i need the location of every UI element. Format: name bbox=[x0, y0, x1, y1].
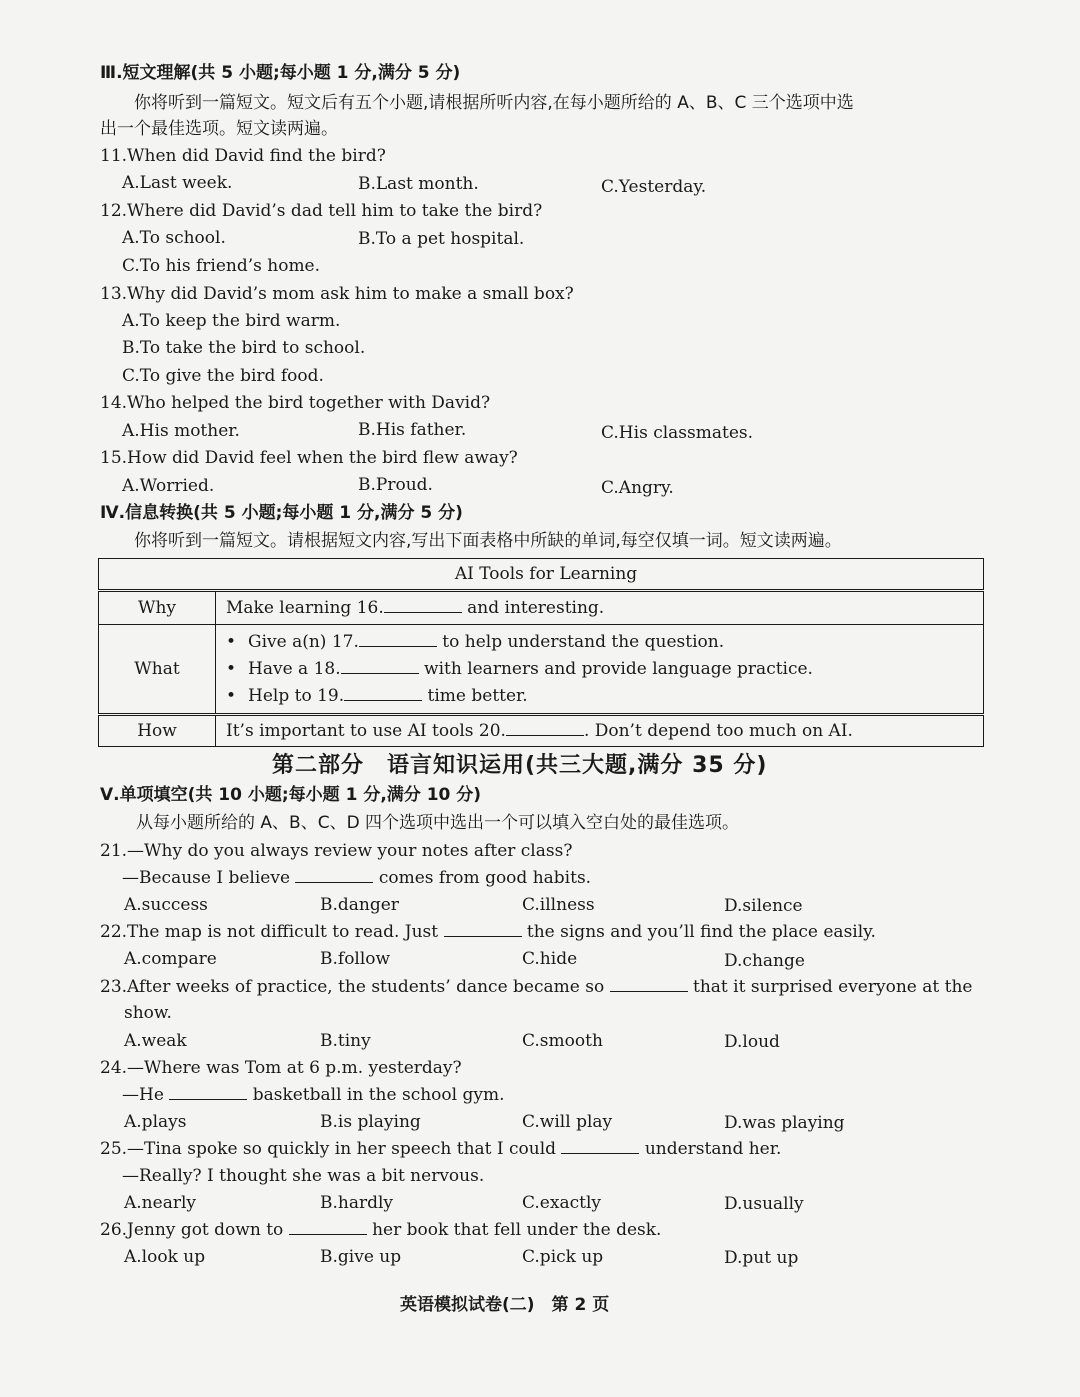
option-23d: D.loud bbox=[724, 1032, 780, 1052]
what-bullet-2 bbox=[226, 656, 983, 683]
part-2-title: 第二部分 语言知识运用(共三大题,满分 35 分) bbox=[272, 753, 768, 778]
option-12a: A.To school. bbox=[122, 228, 226, 248]
ai-tools-table bbox=[98, 558, 984, 747]
q24-text-before-blank: —He bbox=[122, 1085, 164, 1105]
question-13: 13.Why did David’s mom ask him to make a small box? bbox=[100, 284, 574, 304]
answer-blank-25[interactable] bbox=[561, 1139, 639, 1154]
q22-text-before-blank: 22.The map is not difficult to read. Just bbox=[100, 922, 439, 942]
option-15b: B.Proud. bbox=[358, 475, 433, 495]
why-text-before-blank: Make learning 16. bbox=[226, 598, 384, 618]
section-4-title: Ⅳ.信息转换(共 5 小题;每小题 1 分,满分 5 分) bbox=[100, 503, 463, 523]
option-23b: B.tiny bbox=[320, 1031, 371, 1051]
table-header-row bbox=[99, 559, 984, 591]
option-11a: A.Last week. bbox=[122, 173, 233, 193]
option-22d: D.change bbox=[724, 951, 805, 971]
section-5-title: Ⅴ.单项填空(共 10 小题;每小题 1 分,满分 10 分) bbox=[100, 785, 482, 805]
option-23c: C.smooth bbox=[522, 1031, 603, 1051]
answer-blank-26[interactable] bbox=[289, 1220, 367, 1235]
option-12c: C.To his friend’s home. bbox=[122, 256, 321, 276]
question-15: 15.How did David feel when the bird flew away? bbox=[100, 448, 518, 468]
q25-text-before-blank: 25.—Tina spoke so quickly in her speech that I could bbox=[100, 1139, 557, 1159]
how-text-after-blank: . Don’t depend too much on AI. bbox=[583, 721, 853, 741]
option-26d: D.put up bbox=[724, 1248, 799, 1268]
option-14c: C.His classmates. bbox=[601, 423, 754, 443]
option-24d: D.was playing bbox=[724, 1113, 845, 1133]
q23-text-before-blank: 23.After weeks of practice, the students’ dance became so bbox=[100, 977, 605, 997]
row-label-why: Why bbox=[99, 591, 216, 625]
question-24-response bbox=[122, 1084, 504, 1106]
option-23a: A.weak bbox=[124, 1031, 187, 1051]
q25-text-after-blank: understand her. bbox=[644, 1139, 782, 1159]
bullet-dot: • bbox=[226, 631, 237, 652]
question-11: 11.When did David find the bird? bbox=[100, 146, 386, 166]
table-row-why bbox=[99, 591, 984, 625]
question-21-response bbox=[122, 867, 591, 889]
option-13a: A.To keep the bird warm. bbox=[122, 311, 341, 331]
row-content-how bbox=[216, 715, 984, 747]
what-2-text-after-blank: with learners and provide language practice. bbox=[424, 658, 813, 679]
option-13c: C.To give the bird food. bbox=[122, 366, 324, 386]
option-22a: A.compare bbox=[124, 949, 217, 969]
answer-blank-17[interactable] bbox=[359, 632, 437, 647]
section-3-title: Ⅲ.短文理解(共 5 小题;每小题 1 分,满分 5 分) bbox=[100, 63, 461, 83]
page-footer: 英语模拟试卷(二) 第 2 页 bbox=[400, 1295, 610, 1315]
what-1-text-after-blank: to help understand the question. bbox=[442, 631, 725, 652]
option-24c: C.will play bbox=[522, 1112, 613, 1132]
question-21: 21.—Why do you always review your notes after class? bbox=[100, 841, 573, 861]
what-3-text-after-blank: time better. bbox=[427, 685, 528, 706]
option-21d: D.silence bbox=[724, 896, 803, 916]
what-bullet-3 bbox=[226, 683, 983, 710]
option-25b: B.hardly bbox=[320, 1193, 394, 1213]
row-content-why bbox=[216, 591, 984, 625]
option-21b: B.danger bbox=[320, 895, 399, 915]
answer-blank-24[interactable] bbox=[169, 1085, 247, 1100]
question-23 bbox=[100, 976, 972, 998]
q26-text-after-blank: her book that fell under the desk. bbox=[372, 1220, 662, 1240]
what-2-text-before-blank: Have a 18. bbox=[248, 658, 341, 679]
section-3-instructions-line1: 你将听到一篇短文。短文后有五个小题,请根据所听内容,在每小题所给的 A、B、C 三个选项中选 bbox=[134, 93, 854, 113]
section-4-instructions: 你将听到一篇短文。请根据短文内容,写出下面表格中所缺的单词,每空仅填一词。短文读两遍。 bbox=[134, 531, 842, 551]
answer-blank-18[interactable] bbox=[341, 659, 419, 674]
option-21a: A.success bbox=[124, 895, 208, 915]
option-11b: B.Last month. bbox=[358, 174, 479, 194]
question-26 bbox=[100, 1219, 661, 1241]
table-row-how bbox=[99, 715, 984, 747]
option-26c: C.pick up bbox=[522, 1247, 604, 1267]
option-25d: D.usually bbox=[724, 1194, 804, 1214]
answer-blank-21[interactable] bbox=[295, 868, 373, 883]
question-25 bbox=[100, 1138, 781, 1160]
option-12b: B.To a pet hospital. bbox=[358, 229, 525, 249]
answer-blank-22[interactable] bbox=[444, 922, 522, 937]
question-25-response: —Really? I thought she was a bit nervous. bbox=[122, 1166, 485, 1186]
q22-text-after-blank: the signs and you’ll find the place easily. bbox=[526, 922, 876, 942]
table-row-what bbox=[99, 625, 984, 715]
q21-text-before-blank: —Because I believe bbox=[122, 868, 291, 888]
what-3-text-before-blank: Help to 19. bbox=[248, 685, 345, 706]
option-11c: C.Yesterday. bbox=[601, 177, 707, 197]
option-13b: B.To take the bird to school. bbox=[122, 338, 366, 358]
option-14b: B.His father. bbox=[358, 420, 467, 440]
q21-text-after-blank: comes from good habits. bbox=[378, 868, 592, 888]
what-1-text-before-blank: Give a(n) 17. bbox=[248, 631, 359, 652]
q24-text-after-blank: basketball in the school gym. bbox=[252, 1085, 505, 1105]
bullet-dot: • bbox=[226, 685, 237, 706]
option-24b: B.is playing bbox=[320, 1112, 421, 1132]
answer-blank-19[interactable] bbox=[344, 686, 422, 701]
row-label-how: How bbox=[99, 715, 216, 747]
option-26a: A.look up bbox=[124, 1247, 206, 1267]
answer-blank-20[interactable] bbox=[506, 721, 584, 736]
question-12: 12.Where did David’s dad tell him to take the bird? bbox=[100, 201, 543, 221]
section-3-instructions-line2: 出一个最佳选项。短文读两遍。 bbox=[100, 119, 338, 139]
answer-blank-16[interactable] bbox=[384, 598, 462, 613]
row-content-what bbox=[216, 625, 984, 715]
bullet-dot: • bbox=[226, 658, 237, 679]
question-14: 14.Who helped the bird together with David? bbox=[100, 393, 491, 413]
option-25a: A.nearly bbox=[124, 1193, 196, 1213]
q23-text-after-blank: that it surprised everyone at the bbox=[693, 977, 973, 997]
row-label-what: What bbox=[99, 625, 216, 715]
why-text-after-blank: and interesting. bbox=[467, 598, 605, 618]
how-text-before-blank: It’s important to use AI tools 20. bbox=[226, 721, 506, 741]
option-22b: B.follow bbox=[320, 949, 391, 969]
option-15a: A.Worried. bbox=[122, 476, 215, 496]
what-bullet-1 bbox=[226, 629, 983, 656]
option-24a: A.plays bbox=[124, 1112, 187, 1132]
table-header: AI Tools for Learning bbox=[99, 559, 984, 591]
option-26b: B.give up bbox=[320, 1247, 402, 1267]
answer-blank-23[interactable] bbox=[610, 977, 688, 992]
q26-text-before-blank: 26.Jenny got down to bbox=[100, 1220, 284, 1240]
option-22c: C.hide bbox=[522, 949, 578, 969]
option-14a: A.His mother. bbox=[122, 421, 240, 441]
question-23-continued: show. bbox=[124, 1003, 172, 1023]
question-22 bbox=[100, 921, 876, 943]
option-21c: C.illness bbox=[522, 895, 595, 915]
option-15c: C.Angry. bbox=[601, 478, 674, 498]
section-5-instructions: 从每小题所给的 A、B、C、D 四个选项中选出一个可以填入空白处的最佳选项。 bbox=[136, 813, 740, 833]
option-25c: C.exactly bbox=[522, 1193, 601, 1213]
question-24: 24.—Where was Tom at 6 p.m. yesterday? bbox=[100, 1058, 462, 1078]
